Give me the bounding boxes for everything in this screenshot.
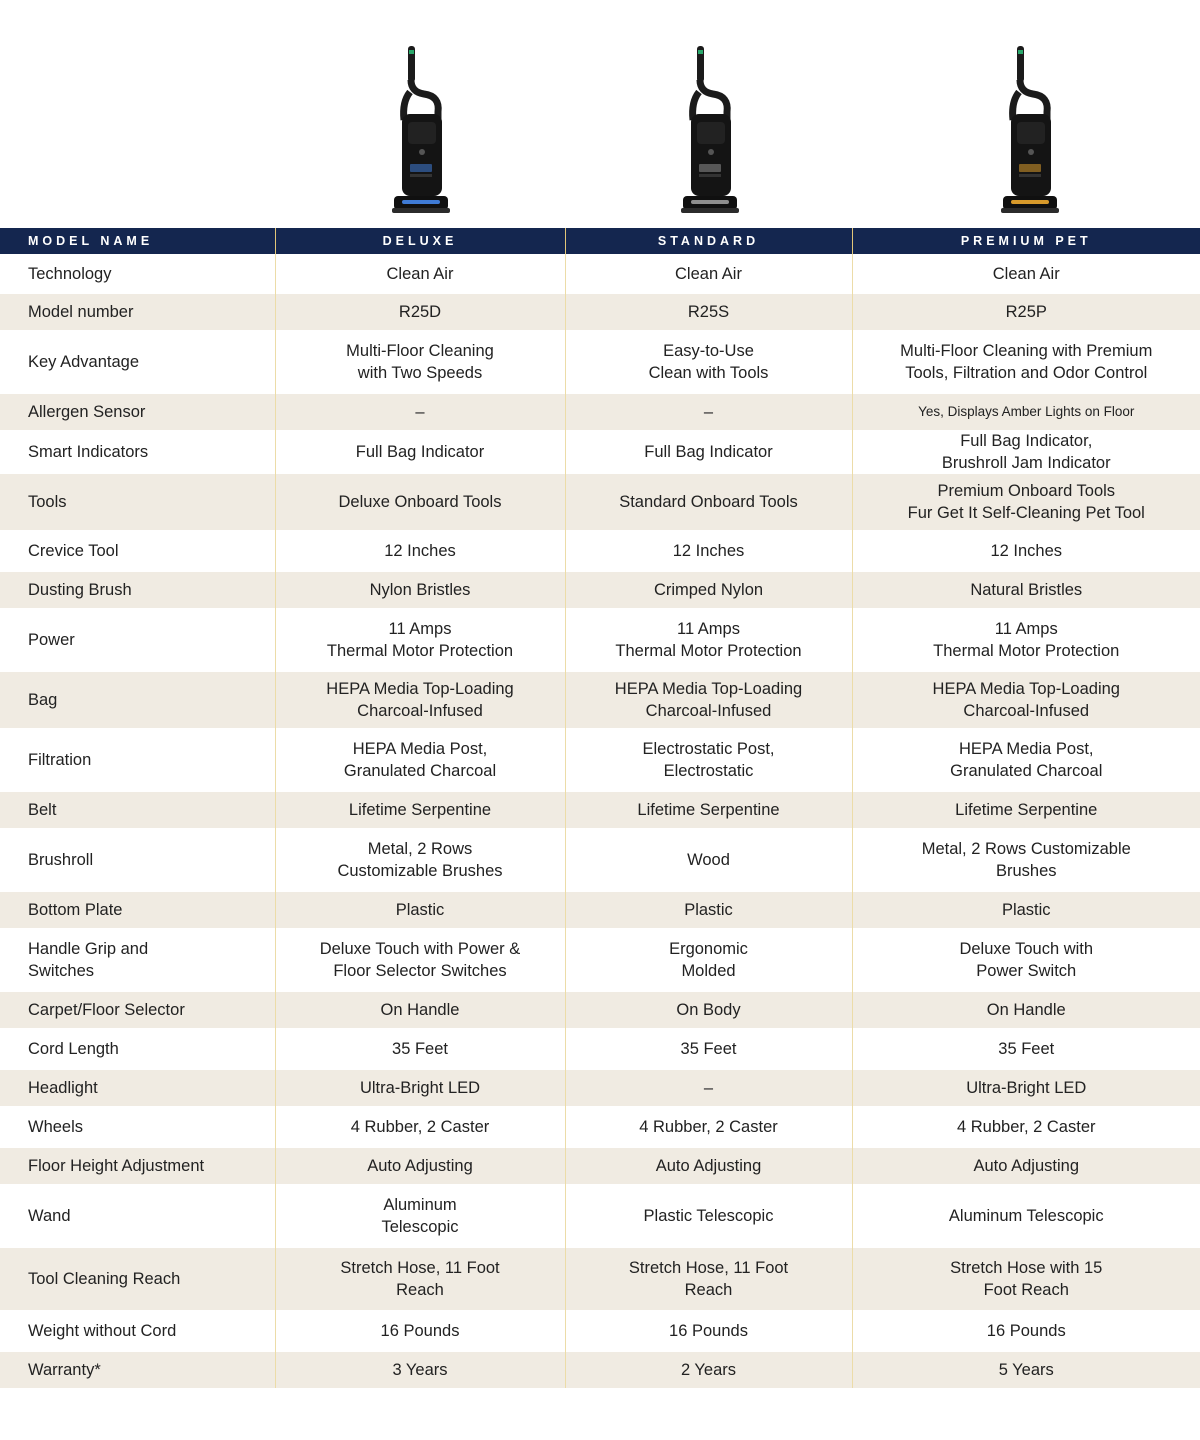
cell-value: Plastic Telescopic [565, 1184, 852, 1248]
cell-value: Auto Adjusting [852, 1148, 1200, 1184]
cell-value: Plastic [275, 892, 565, 928]
cell-value: 16 Pounds [565, 1310, 852, 1352]
table-row [0, 892, 1200, 928]
upright-vacuum-icon [989, 40, 1069, 220]
table-row [0, 1070, 1200, 1106]
cell-value: 35 Feet [852, 1028, 1200, 1070]
cell-value: Metal, 2 Rows Customizable Brushes [275, 828, 565, 892]
cell-value: – [275, 394, 565, 430]
product-images [0, 0, 1200, 228]
cell-value: Stretch Hose, 11 Foot Reach [565, 1248, 852, 1310]
table-row [0, 1106, 1200, 1148]
product-deluxe-image [380, 40, 460, 220]
row-label: Crevice Tool [0, 530, 275, 572]
table-row [0, 1148, 1200, 1184]
table-row [0, 572, 1200, 608]
row-label: Key Advantage [0, 330, 275, 394]
row-label: Cord Length [0, 1028, 275, 1070]
row-label: Allergen Sensor [0, 394, 275, 430]
cell-value: 16 Pounds [852, 1310, 1200, 1352]
row-label: Floor Height Adjustment [0, 1148, 275, 1184]
cell-value: Full Bag Indicator, Brushroll Jam Indicator [852, 430, 1200, 474]
cell-value: Standard Onboard Tools [565, 474, 852, 530]
cell-value: Ultra-Bright LED [275, 1070, 565, 1106]
cell-value: Full Bag Indicator [565, 430, 852, 474]
cell-value: 11 Amps Thermal Motor Protection [565, 608, 852, 672]
cell-value: 4 Rubber, 2 Caster [565, 1106, 852, 1148]
table-row [0, 1028, 1200, 1070]
header-row [0, 228, 1200, 254]
cell-value: Natural Bristles [852, 572, 1200, 608]
table-row [0, 530, 1200, 572]
cell-value: 35 Feet [565, 1028, 852, 1070]
table-row [0, 430, 1200, 474]
cell-value: Clean Air [565, 254, 852, 294]
comparison-table [0, 228, 1200, 1388]
row-label: Smart Indicators [0, 430, 275, 474]
row-label: Filtration [0, 728, 275, 792]
cell-value: Plastic [852, 892, 1200, 928]
cell-value: R25S [565, 294, 852, 330]
model-name-header: MODEL NAME [0, 228, 275, 254]
cell-value: Stretch Hose, 11 Foot Reach [275, 1248, 565, 1310]
table-row [0, 672, 1200, 728]
cell-value: Deluxe Onboard Tools [275, 474, 565, 530]
cell-value: – [565, 394, 852, 430]
product-standard-image [669, 40, 749, 220]
table-row [0, 992, 1200, 1028]
table-row [0, 474, 1200, 530]
cell-value: Auto Adjusting [275, 1148, 565, 1184]
table-row [0, 828, 1200, 892]
table-row [0, 294, 1200, 330]
row-label: Belt [0, 792, 275, 828]
cell-value: Lifetime Serpentine [565, 792, 852, 828]
cell-value: HEPA Media Top-Loading Charcoal-Infused [852, 672, 1200, 728]
cell-value: Easy-to-Use Clean with Tools [565, 330, 852, 394]
table-row [0, 254, 1200, 294]
cell-value: Stretch Hose with 15 Foot Reach [852, 1248, 1200, 1310]
row-label: Technology [0, 254, 275, 294]
row-label: Bottom Plate [0, 892, 275, 928]
cell-value: HEPA Media Top-Loading Charcoal-Infused [275, 672, 565, 728]
row-label: Headlight [0, 1070, 275, 1106]
cell-value: 11 Amps Thermal Motor Protection [275, 608, 565, 672]
table-row [0, 728, 1200, 792]
cell-value: R25D [275, 294, 565, 330]
row-label: Wand [0, 1184, 275, 1248]
row-label: Tools [0, 474, 275, 530]
table-row [0, 1310, 1200, 1352]
table-row [0, 394, 1200, 430]
cell-value: On Handle [852, 992, 1200, 1028]
cell-value: 16 Pounds [275, 1310, 565, 1352]
cell-value: 4 Rubber, 2 Caster [275, 1106, 565, 1148]
cell-value: HEPA Media Top-Loading Charcoal-Infused [565, 672, 852, 728]
cell-value: Aluminum Telescopic [275, 1184, 565, 1248]
cell-value: Lifetime Serpentine [275, 792, 565, 828]
row-label: Bag [0, 672, 275, 728]
table-body [0, 254, 1200, 1388]
cell-value: Crimped Nylon [565, 572, 852, 608]
cell-value: – [565, 1070, 852, 1106]
cell-value: 5 Years [852, 1352, 1200, 1388]
cell-value: 3 Years [275, 1352, 565, 1388]
cell-value: Clean Air [275, 254, 565, 294]
cell-value: 12 Inches [565, 530, 852, 572]
cell-value: Clean Air [852, 254, 1200, 294]
cell-value: Nylon Bristles [275, 572, 565, 608]
cell-value: Wood [565, 828, 852, 892]
cell-value: 11 Amps Thermal Motor Protection [852, 608, 1200, 672]
cell-value: Deluxe Touch with Power & Floor Selector Switches [275, 928, 565, 992]
cell-value: 12 Inches [852, 530, 1200, 572]
table-row [0, 330, 1200, 394]
cell-value: 12 Inches [275, 530, 565, 572]
cell-value: HEPA Media Post, Granulated Charcoal [852, 728, 1200, 792]
table-row [0, 608, 1200, 672]
model-header-premium-pet: PREMIUM PET [852, 228, 1200, 254]
cell-value: Lifetime Serpentine [852, 792, 1200, 828]
upright-vacuum-icon [669, 40, 749, 220]
cell-value: Metal, 2 Rows Customizable Brushes [852, 828, 1200, 892]
cell-value: On Handle [275, 992, 565, 1028]
cell-value: Deluxe Touch with Power Switch [852, 928, 1200, 992]
row-label: Carpet/Floor Selector [0, 992, 275, 1028]
row-label: Warranty* [0, 1352, 275, 1388]
cell-value: Electrostatic Post, Electrostatic [565, 728, 852, 792]
cell-value: Aluminum Telescopic [852, 1184, 1200, 1248]
row-label: Power [0, 608, 275, 672]
cell-value: Auto Adjusting [565, 1148, 852, 1184]
cell-value: HEPA Media Post, Granulated Charcoal [275, 728, 565, 792]
cell-value: Yes, Displays Amber Lights on Floor [852, 394, 1200, 430]
table-row [0, 792, 1200, 828]
cell-value: Multi-Floor Cleaning with Premium Tools, Filtration and Odor Control [852, 330, 1200, 394]
cell-value: Ergonomic Molded [565, 928, 852, 992]
upright-vacuum-icon [380, 40, 460, 220]
cell-value: Ultra-Bright LED [852, 1070, 1200, 1106]
table-row [0, 1248, 1200, 1310]
model-header-deluxe: DELUXE [275, 228, 565, 254]
row-label: Dusting Brush [0, 572, 275, 608]
model-header-standard: STANDARD [565, 228, 852, 254]
product-premium-pet-image [989, 40, 1069, 220]
table-row [0, 1352, 1200, 1388]
cell-value: Multi-Floor Cleaning with Two Speeds [275, 330, 565, 394]
row-label: Tool Cleaning Reach [0, 1248, 275, 1310]
cell-value: Full Bag Indicator [275, 430, 565, 474]
cell-value: Plastic [565, 892, 852, 928]
row-label: Weight without Cord [0, 1310, 275, 1352]
table-row [0, 928, 1200, 992]
cell-value: R25P [852, 294, 1200, 330]
row-label: Model number [0, 294, 275, 330]
cell-value: On Body [565, 992, 852, 1028]
cell-value: Premium Onboard Tools Fur Get It Self-Cleaning Pet Tool [852, 474, 1200, 530]
cell-value: 35 Feet [275, 1028, 565, 1070]
row-label: Brushroll [0, 828, 275, 892]
row-label: Wheels [0, 1106, 275, 1148]
row-label: Handle Grip and Switches [0, 928, 275, 992]
table-row [0, 1184, 1200, 1248]
cell-value: 4 Rubber, 2 Caster [852, 1106, 1200, 1148]
cell-value: 2 Years [565, 1352, 852, 1388]
